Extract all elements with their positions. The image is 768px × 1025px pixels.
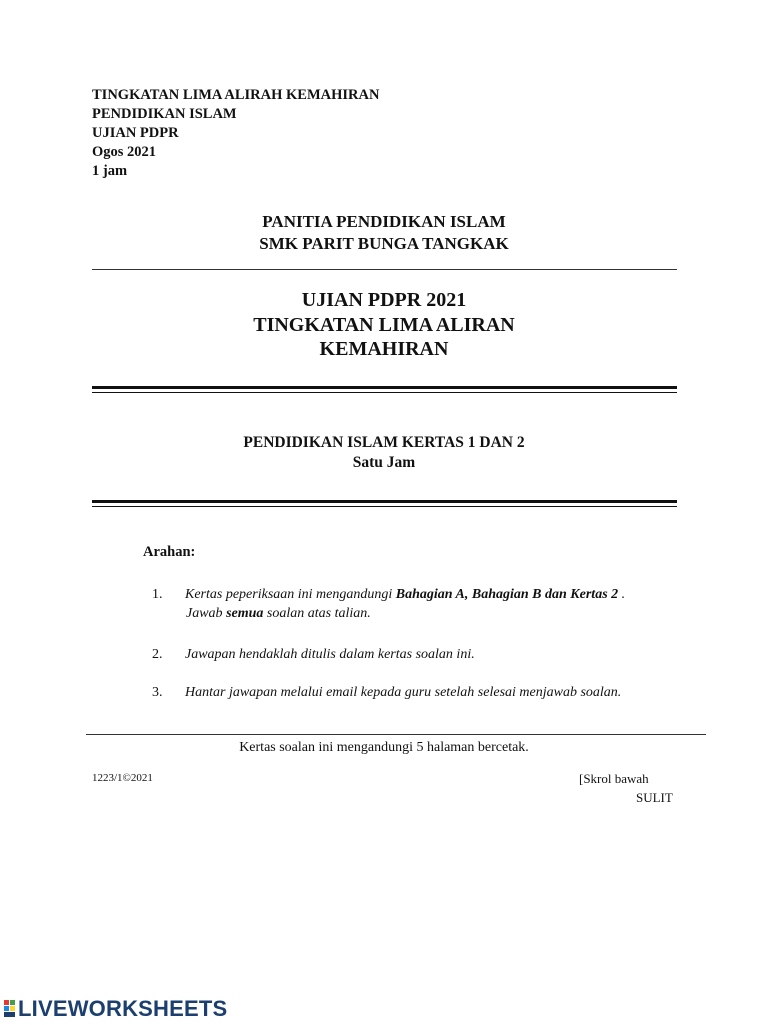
double-divider xyxy=(92,500,677,503)
liveworksheets-brand[interactable] xyxy=(4,996,227,1022)
header-line: PENDIDIKAN ISLAM xyxy=(92,106,237,122)
exam-header xyxy=(92,86,379,181)
divider xyxy=(92,269,677,270)
instruction-item xyxy=(152,683,692,703)
exam-title-line: KEMAHIRAN xyxy=(319,338,449,360)
instruction-text-continued: Jawab semua soalan atas talian. xyxy=(186,606,371,621)
classification-label: SULIT xyxy=(636,790,673,805)
exam-title-line: UJIAN PDPR 2021 xyxy=(301,289,467,311)
instruction-text: Kertas peperiksaan ini mengandungi Bahagian A, Bahagian B dan Kertas 2 . xyxy=(185,587,626,602)
instruction-number: 2. xyxy=(152,647,163,662)
instruction-text: Jawapan hendaklah ditulis dalam kertas soalan ini. xyxy=(185,647,475,662)
exam-title-line: TINGKATAN LIMA ALIRAN xyxy=(253,313,515,336)
exam-title xyxy=(0,288,768,362)
double-divider xyxy=(92,392,677,393)
subject-duration: Satu Jam xyxy=(352,454,416,471)
subject-block xyxy=(0,433,768,473)
liveworksheets-logo-icon xyxy=(4,999,16,1019)
instruction-emphasis: semua xyxy=(226,606,264,621)
instruction-text: Hantar jawapan melalui email kepada guru setelah selesai menjawab soalan. xyxy=(185,685,622,700)
footer-divider xyxy=(86,734,706,735)
instruction-number: 3. xyxy=(152,685,163,700)
instructions-heading: Arahan: xyxy=(143,544,196,560)
school-name: SMK PARIT BUNGA TANGKAK xyxy=(259,234,509,253)
header-line: TINGKATAN LIMA ALIRAH KEMAHIRAN xyxy=(92,87,380,103)
instruction-number: 1. xyxy=(152,587,163,602)
brand-name: LIVEWORKSHEETS xyxy=(18,996,228,1021)
instruction-emphasis: Bahagian A, Bahagian B dan Kertas 2 xyxy=(395,587,619,602)
panel-name: PANITIA PENDIDIKAN ISLAM xyxy=(262,212,506,231)
page-count-note: Kertas soalan ini mengandungi 5 halaman bercetak. xyxy=(239,740,529,755)
header-line: Ogos 2021 xyxy=(92,144,157,160)
double-divider xyxy=(92,506,677,507)
panel-heading xyxy=(0,211,768,255)
instruction-item xyxy=(152,645,692,665)
double-divider xyxy=(92,386,677,389)
paper-code: 1223/1©2021 xyxy=(92,772,153,784)
scroll-down-note: [Skrol bawah xyxy=(579,771,649,786)
instruction-item xyxy=(152,585,692,625)
subject-name: PENDIDIKAN ISLAM KERTAS 1 DAN 2 xyxy=(243,434,525,451)
header-line: 1 jam xyxy=(92,163,128,179)
header-line: UJIAN PDPR xyxy=(92,125,179,141)
